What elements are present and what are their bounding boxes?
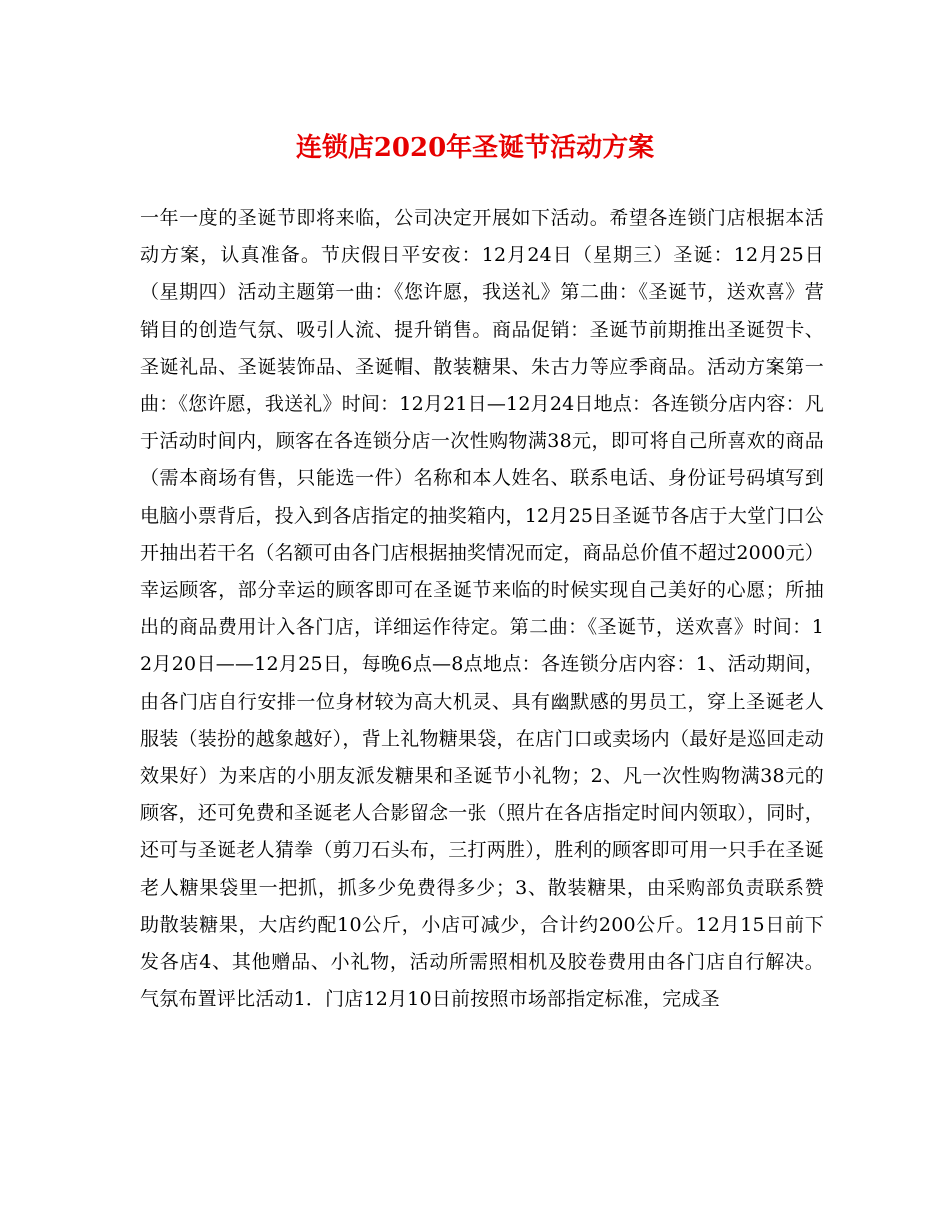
- document-body: 一年一度的圣诞节即将来临，公司决定开展如下活动。希望各连锁门店根据本活动方案，认真准备。节庆假日平安夜：12月24日（星期三）圣诞：12月25日（星期四）活动主题第一曲：《您许愿，我送礼》第二曲：《圣诞节，送欢喜》营销目的创造气氛、吸引人流、提升销售。商品促销：圣诞节前期推出圣诞贺卡、圣诞礼品、圣诞装饰品、圣诞帽、散装糖果、朱古力等应季商品。活动方案第一曲：《您许愿，我送礼》时间：12月21日—12月24日地点：各连锁分店内容：凡于活动时间内，顾客在各连锁分店一次性购物满38元，即可将自己所喜欢的商品（需本商场有售，只能选一件）名称和本人姓名、联系电话、身份证号码填写到电脑小票背后，投入到各店指定的抽奖箱内，12月25日圣诞节各店于大堂门口公开抽出若干名（名额可由各门店根据抽奖情况而定，商品总价值不超过2000元）幸运顾客，部分幸运的顾客即可在圣诞节来临的时候实现自己美好的心愿；所抽出的商品费用计入各门店，详细运作待定。第二曲：《圣诞节，送欢喜》时间：12月20日——12月25日，每晚6点—8点地点：各连锁分店内容：1、活动期间，由各门店自行安排一位身材较为高大机灵、具有幽默感的男员工，穿上圣诞老人服装（装扮的越象越好），背上礼物糖果袋，在店门口或卖场内（最好是巡回走动效果好）为来店的小朋友派发糖果和圣诞节小礼物；2、凡一次性购物满38元的顾客，还可免费和圣诞老人合影留念一张（照片在各店指定时间内领取），同时，还可与圣诞老人猜拳（剪刀石头布，三打两胜），胜利的顾客即可用一只手在圣诞老人糖果袋里一把抓，抓多少免费得多少；3、散装糖果，由采购部负责联系赞助散装糖果，大店约配10公斤，小店可减少，合计约200公斤。12月15日前下发各店4、其他赠品、小礼物，活动所需照相机及胶卷费用由各门店自行解决。气氛布置评比活动1．门店12月10日前按照市场部指定标准，完成圣: [140, 207, 825, 1011]
- document-title: 连锁店2020年圣诞节活动方案: [295, 133, 655, 163]
